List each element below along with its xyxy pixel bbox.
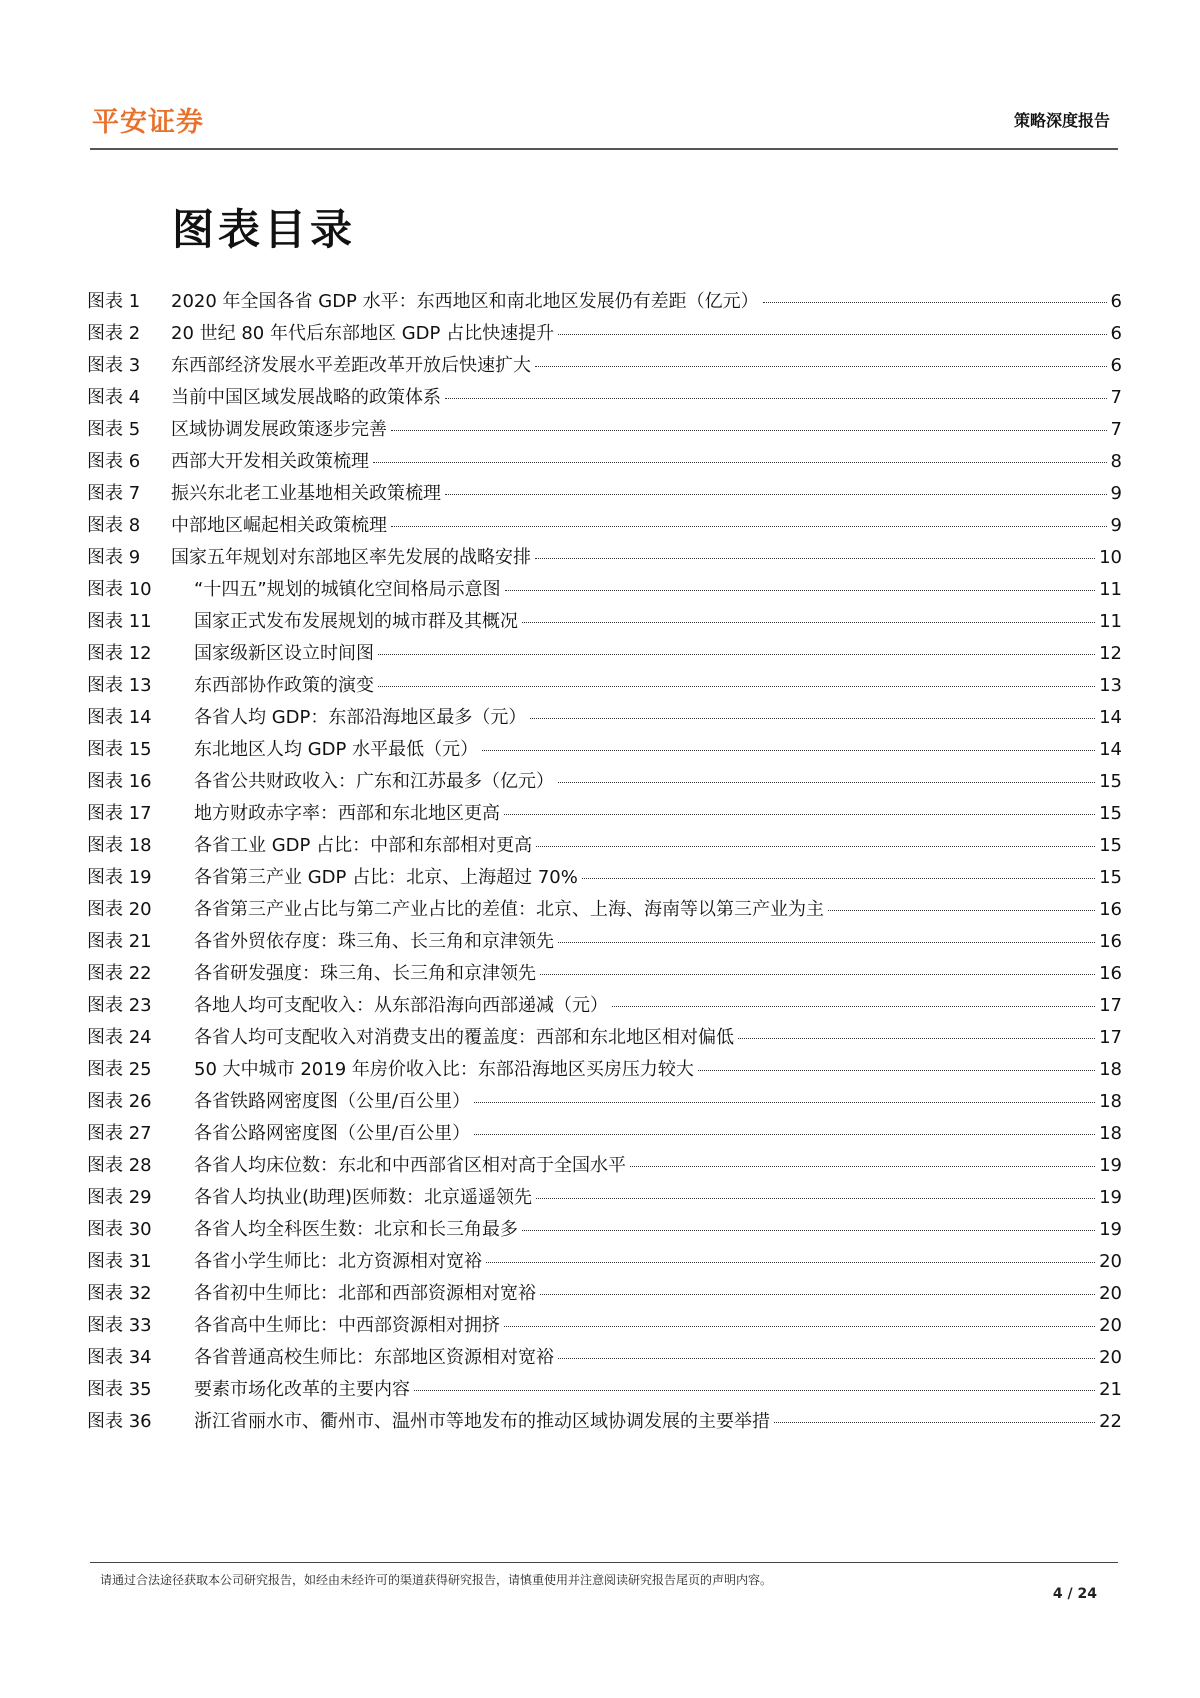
toc-entry-label: 图表 21 [87,931,152,952]
toc-entry[interactable] [87,767,1122,799]
toc-dot-leader [505,590,1095,591]
toc-entry-title: 各地人均可支配收入：从东部沿海向西部递减（元） [194,995,608,1016]
toc-entry[interactable] [87,1119,1122,1151]
toc-dot-leader [558,1358,1095,1359]
toc-entry[interactable] [87,1311,1122,1343]
toc-dot-leader [630,1166,1095,1167]
toc-entry-label: 图表 8 [87,515,141,536]
toc-entry-label: 图表 35 [87,1379,152,1400]
toc-entry-title: “十四五”规划的城镇化空间格局示意图 [194,579,501,600]
toc-entry-page: 20 [1099,1283,1122,1304]
toc-entry[interactable] [87,1407,1122,1439]
toc-dot-leader [612,1006,1095,1007]
toc-entry-title: 浙江省丽水市、衢州市、温州市等地发布的推动区域协调发展的主要举措 [194,1411,770,1432]
toc-entry-page: 14 [1099,739,1122,760]
toc-entry[interactable] [87,1183,1122,1215]
toc-entry[interactable] [87,319,1122,351]
page-header [90,96,1118,150]
toc-entry-page: 17 [1099,1027,1122,1048]
toc-entry[interactable] [87,863,1122,895]
toc-entry[interactable] [87,607,1122,639]
toc-entry[interactable] [87,447,1122,479]
toc-entry-title: 区域协调发展政策逐步完善 [171,419,387,440]
toc-entry-page: 17 [1099,995,1122,1016]
toc-entry-label: 图表 6 [87,451,141,472]
toc-entry-label: 图表 2 [87,323,141,344]
toc-entry-page: 19 [1099,1219,1122,1240]
toc-entry-label: 图表 3 [87,355,141,376]
toc-entry[interactable] [87,1343,1122,1375]
toc-dot-leader [373,462,1107,463]
toc-entry-label: 图表 24 [87,1027,152,1048]
toc-entry-page: 20 [1099,1347,1122,1368]
toc-entry-page: 20 [1099,1251,1122,1272]
toc-dot-leader [486,1262,1095,1263]
toc-entry-label: 图表 31 [87,1251,152,1272]
toc-entry-page: 18 [1099,1059,1122,1080]
toc-entry-page: 15 [1099,771,1122,792]
toc-entry-label: 图表 36 [87,1411,152,1432]
toc-entry-page: 13 [1099,675,1122,696]
toc-entry[interactable] [87,1215,1122,1247]
toc-entry-title: 振兴东北老工业基地相关政策梳理 [171,483,441,504]
footer-disclaimer: 请通过合法途径获取本公司研究报告，如经由未经许可的渠道获得研究报告，请慎重使用并注意阅读研究报告尾页的声明内容。 [100,1573,773,1587]
toc-entry-label: 图表 27 [87,1123,152,1144]
toc-entry-title: 各省第三产业 GDP 占比：北京、上海超过 70% [194,867,578,888]
toc-entry-page: 9 [1110,515,1122,536]
toc-entry-page: 8 [1110,451,1122,472]
toc-dot-leader [738,1038,1095,1039]
toc-entry[interactable] [87,575,1122,607]
toc-dot-leader [558,942,1095,943]
toc-entry-page: 18 [1099,1123,1122,1144]
toc-dot-leader [445,398,1107,399]
toc-dot-leader [391,430,1107,431]
toc-entry-title: 国家级新区设立时间图 [194,643,374,664]
toc-entry-page: 11 [1099,611,1122,632]
toc-entry-page: 21 [1099,1379,1122,1400]
toc-entry-title: 各省研发强度：珠三角、长三角和京津领先 [194,963,536,984]
toc-dot-leader [540,974,1095,975]
toc-entry[interactable] [87,895,1122,927]
toc-dot-leader [378,686,1095,687]
toc-entry[interactable] [87,927,1122,959]
toc-entry-title: 各省小学生师比：北方资源相对宽裕 [194,1251,482,1272]
toc-entry[interactable] [87,639,1122,671]
toc-entry-title: 各省人均全科医生数：北京和长三角最多 [194,1219,518,1240]
toc-entry-title: 地方财政赤字率：西部和东北地区更高 [194,803,500,824]
toc-dot-leader [378,654,1095,655]
toc-entry-label: 图表 11 [87,611,152,632]
toc-entry-title: 各省普通高校生师比：东部地区资源相对宽裕 [194,1347,554,1368]
toc-entry-label: 图表 30 [87,1219,152,1240]
toc-entry-title: 要素市场化改革的主要内容 [194,1379,410,1400]
toc-dot-leader [763,302,1107,303]
toc-entry-label: 图表 9 [87,547,141,568]
toc-entry-page: 15 [1099,835,1122,856]
toc-entry-label: 图表 32 [87,1283,152,1304]
toc-entry-title: 各省人均 GDP：东部沿海地区最多（元） [194,707,527,728]
toc-dot-leader [774,1422,1095,1423]
toc-entry-title: 各省第三产业占比与第二产业占比的差值：北京、上海、海南等以第三产业为主 [194,899,824,920]
toc-entry-label: 图表 34 [87,1347,152,1368]
toc-entry-page: 10 [1099,547,1122,568]
toc-entry-title: 各省人均执业(助理)医师数：北京遥遥领先 [194,1187,533,1208]
toc-entry[interactable] [87,959,1122,991]
document-type: 策略深度报告 [1013,111,1110,130]
toc-entry-page: 22 [1099,1411,1122,1432]
toc-entry-title: 国家五年规划对东部地区率先发展的战略安排 [171,547,531,568]
toc-dot-leader [445,494,1107,495]
page-title: 图表目录 [172,205,357,254]
toc-dot-leader [558,334,1106,335]
toc-entry[interactable] [87,1055,1122,1087]
toc-entry-page: 16 [1099,899,1122,920]
toc-dot-leader [474,1102,1095,1103]
toc-dot-leader [414,1390,1095,1391]
toc-entry-label: 图表 13 [87,675,152,696]
toc-entry-page: 6 [1110,323,1122,344]
toc-entry-page: 6 [1110,291,1122,312]
toc-entry-label: 图表 15 [87,739,152,760]
toc-entry-title: 各省公共财政收入：广东和江苏最多（亿元） [194,771,554,792]
toc-dot-leader [391,526,1107,527]
toc-entry-label: 图表 14 [87,707,152,728]
toc-entry-title: 各省人均可支配收入对消费支出的覆盖度：西部和东北地区相对偏低 [194,1027,734,1048]
toc-entry[interactable] [87,1279,1122,1311]
toc-entry[interactable] [87,479,1122,511]
toc-entry-title: 西部大开发相关政策梳理 [171,451,369,472]
toc-entry-title: 20 世纪 80 年代后东部地区 GDP 占比快速提升 [171,323,555,344]
toc-dot-leader [482,750,1095,751]
toc-entry[interactable] [87,1247,1122,1279]
toc-entry-label: 图表 10 [87,579,152,600]
toc-entry[interactable] [87,1087,1122,1119]
toc-entry-title: 各省初中生师比：北部和西部资源相对宽裕 [194,1283,536,1304]
toc-entry-page: 16 [1099,931,1122,952]
toc-entry-title: 东西部经济发展水平差距改革开放后快速扩大 [171,355,531,376]
toc-entry-title: 各省铁路网密度图（公里/百公里） [194,1091,471,1112]
toc-entry-label: 图表 23 [87,995,152,1016]
toc-entry-label: 图表 25 [87,1059,152,1080]
toc-entry[interactable] [87,703,1122,735]
toc-entry-label: 图表 4 [87,387,141,408]
toc-entry-page: 19 [1099,1155,1122,1176]
toc-entry-title: 东西部协作政策的演变 [194,675,374,696]
toc-dot-leader [558,782,1095,783]
toc-entry-title: 各省公路网密度图（公里/百公里） [194,1123,471,1144]
toc-entry-label: 图表 17 [87,803,152,824]
page-number: 4 / 24 [1052,1586,1097,1602]
toc-entry-page: 16 [1099,963,1122,984]
toc-entry-title: 国家正式发布发展规划的城市群及其概况 [194,611,518,632]
toc-dot-leader [828,910,1095,911]
toc-entry-title: 当前中国区域发展战略的政策体系 [171,387,441,408]
toc-dot-leader [522,622,1095,623]
toc-entry-label: 图表 33 [87,1315,152,1336]
toc-entry-label: 图表 26 [87,1091,152,1112]
toc-entry-label: 图表 5 [87,419,141,440]
toc-entry-label: 图表 7 [87,483,141,504]
figure-toc [87,287,1122,1439]
brand-logo: 平安证券 [92,107,204,138]
toc-entry[interactable] [87,735,1122,767]
toc-entry-label: 图表 1 [87,291,141,312]
toc-entry[interactable] [87,511,1122,543]
toc-entry-page: 9 [1110,483,1122,504]
toc-entry-page: 11 [1099,579,1122,600]
toc-entry-title: 各省人均床位数：东北和中西部省区相对高于全国水平 [194,1155,626,1176]
toc-dot-leader [698,1070,1095,1071]
toc-entry[interactable] [87,351,1122,383]
toc-entry-page: 12 [1099,643,1122,664]
toc-entry-title: 各省高中生师比：中西部资源相对拥挤 [194,1315,500,1336]
toc-entry-page: 18 [1099,1091,1122,1112]
toc-dot-leader [536,1198,1095,1199]
toc-dot-leader [535,558,1095,559]
toc-dot-leader [582,878,1095,879]
toc-entry[interactable] [87,287,1122,319]
toc-entry-label: 图表 22 [87,963,152,984]
toc-entry-page: 19 [1099,1187,1122,1208]
toc-entry-label: 图表 16 [87,771,152,792]
toc-dot-leader [530,718,1095,719]
toc-entry[interactable] [87,1375,1122,1407]
toc-entry-page: 20 [1099,1315,1122,1336]
toc-entry[interactable] [87,671,1122,703]
toc-entry-page: 15 [1099,803,1122,824]
toc-entry-label: 图表 29 [87,1187,152,1208]
toc-entry-title: 各省工业 GDP 占比：中部和东部相对更高 [194,835,533,856]
toc-entry-page: 7 [1110,387,1122,408]
toc-entry-label: 图表 28 [87,1155,152,1176]
toc-entry-title: 中部地区崛起相关政策梳理 [171,515,387,536]
toc-entry[interactable] [87,415,1122,447]
toc-dot-leader [536,846,1095,847]
toc-entry[interactable] [87,1023,1122,1055]
toc-entry-label: 图表 18 [87,835,152,856]
footer-divider [90,1562,1118,1563]
toc-entry[interactable] [87,799,1122,831]
toc-dot-leader [504,814,1095,815]
toc-entry-label: 图表 19 [87,867,152,888]
toc-entry-title: 东北地区人均 GDP 水平最低（元） [194,739,479,760]
toc-dot-leader [535,366,1107,367]
toc-entry-title: 2020 年全国各省 GDP 水平：东西地区和南北地区发展仍有差距（亿元） [171,291,759,312]
toc-entry-page: 7 [1110,419,1122,440]
toc-entry-title: 50 大中城市 2019 年房价收入比：东部沿海地区买房压力较大 [194,1059,694,1080]
toc-entry-page: 14 [1099,707,1122,728]
toc-entry[interactable] [87,1151,1122,1183]
toc-dot-leader [474,1134,1095,1135]
toc-dot-leader [504,1326,1095,1327]
toc-entry[interactable] [87,543,1122,575]
toc-entry[interactable] [87,383,1122,415]
toc-entry[interactable] [87,991,1122,1023]
toc-entry-label: 图表 20 [87,899,152,920]
toc-dot-leader [522,1230,1095,1231]
toc-entry-title: 各省外贸依存度：珠三角、长三角和京津领先 [194,931,554,952]
toc-entry-page: 15 [1099,867,1122,888]
toc-entry-label: 图表 12 [87,643,152,664]
toc-dot-leader [540,1294,1095,1295]
toc-entry[interactable] [87,831,1122,863]
toc-entry-page: 6 [1110,355,1122,376]
